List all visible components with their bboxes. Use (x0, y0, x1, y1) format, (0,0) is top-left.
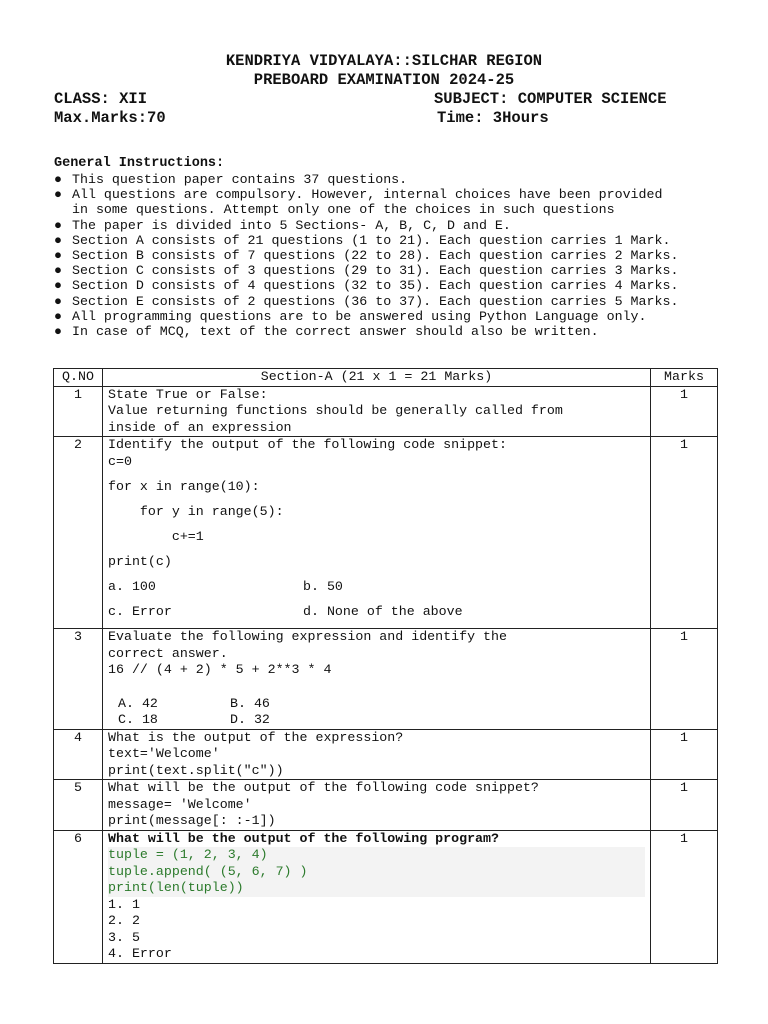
exam-title: PREBOARD EXAMINATION 2024-25 (253, 71, 515, 89)
instruction-item: ● Section B consists of 7 questions (22 to 28). Each question carries 2 Marks. (54, 248, 679, 264)
bullet-icon: ● (54, 248, 62, 264)
bullet-icon: ● (54, 293, 62, 309)
bullet-icon: ● (54, 217, 62, 233)
question-marks: 1 (651, 629, 718, 730)
class-label: CLASS: XII (54, 90, 148, 108)
code-block: tuple = (1, 2, 3, 4) tuple.append( (5, 6, 7) ) print(len(tuple)) (108, 847, 645, 897)
question-number: 4 (54, 729, 103, 780)
table-row (54, 830, 718, 963)
col-header-marks: Marks (651, 369, 718, 387)
max-marks-label: Max.Marks:70 (54, 109, 166, 127)
question-marks: 1 (651, 780, 718, 831)
bullet-icon: ● (54, 172, 62, 187)
table-row (54, 386, 718, 437)
question-number: 2 (54, 437, 103, 629)
instruction-item: ● Section D consists of 4 questions (32 to 35). Each question carries 4 Marks. (54, 278, 679, 294)
table-row (54, 729, 718, 780)
instruction-item: ● This question paper contains 37 questions. (54, 172, 408, 187)
question-text: What will be the output of the following code snippet? message= 'Welcome' print(message[: :-1]) (103, 780, 651, 831)
question-number: 3 (54, 629, 103, 730)
question-marks: 1 (651, 729, 718, 780)
table-row (54, 629, 718, 730)
question-marks: 1 (651, 386, 718, 437)
bullet-icon: ● (54, 263, 62, 279)
option: 4. Error (108, 946, 172, 961)
instructions-list (54, 172, 678, 339)
question-number: 1 (54, 386, 103, 437)
question-number: 6 (54, 830, 103, 963)
table-header-row (54, 369, 718, 387)
options-row (108, 696, 645, 713)
instruction-item: ● Section E consists of 2 questions (36 to 37). Each question carries 5 Marks. (54, 293, 679, 309)
col-header-section: Section-A (21 x 1 = 21 Marks) (103, 369, 651, 387)
options-row (108, 579, 645, 596)
option-d: d. None of the above (303, 603, 463, 619)
option-d: D. 32 (230, 712, 270, 727)
question-text: Evaluate the following expression and identify the correct answer. 16 // (4 + 2) * 5 + 2**3 * 4 A. 42 B. 46 C. 18 D. 32 (103, 629, 651, 730)
instruction-item: ● In case of MCQ, text of the correct answer should also be written. (54, 324, 599, 340)
bullet-icon: ● (54, 278, 62, 294)
instruction-item: ● Section C consists of 3 questions (29 to 31). Each question carries 3 Marks. (54, 263, 679, 279)
question-marks: 1 (651, 437, 718, 629)
option: 1. 1 (108, 896, 140, 912)
instruction-item: ● All programming questions are to be answered using Python Language only. (54, 308, 647, 324)
instruction-item: ● Section A consists of 21 questions (1 to 21). Each question carries 1 Mark. (54, 232, 671, 248)
option-a: a. 100 (108, 578, 156, 594)
option-b: B. 46 (230, 695, 270, 711)
questions-table (53, 368, 718, 964)
question-text: What is the output of the expression? text='Welcome' print(text.split("c")) (103, 729, 651, 780)
options-row (108, 712, 645, 729)
subject-label: SUBJECT: COMPUTER SCIENCE (434, 90, 667, 108)
bullet-icon: ● (54, 308, 62, 324)
question-text: State True or False: Value returning functions should be generally called from inside of an expression (103, 386, 651, 437)
instructions-title: General Instructions: (54, 156, 225, 171)
time-label: Time: 3Hours (437, 109, 549, 127)
bullet-icon: ● (54, 232, 62, 248)
question-text: What will be the output of the following program? tuple = (1, 2, 3, 4) tuple.append( (5, 6, 7) ) print(len(tuple)) 1. 1 2. 2 3. 5 4. Error (103, 830, 651, 963)
option-c: c. Error (108, 603, 172, 619)
option: 3. 5 (108, 929, 140, 945)
option-b: b. 50 (303, 578, 343, 594)
option: 2. 2 (108, 913, 140, 928)
bullet-icon: ● (54, 324, 62, 340)
option-c: C. 18 (118, 712, 158, 727)
table-row (54, 437, 718, 629)
col-header-qno: Q.NO (54, 369, 103, 387)
question-text: Identify the output of the following code snippet: c=0 for x in range(10): for y in range(5): c+=1 print(c) a. 100 b. 50 c. Error d. None of the above (103, 437, 651, 629)
options-row (108, 604, 645, 621)
option-a: A. 42 (118, 695, 158, 711)
instruction-item: ● The paper is divided into 5 Sections- A, B, C, D and E. (54, 217, 511, 233)
instruction-item: ● All questions are compulsory. However, internal choices have been provided in some questions. Attempt only one of the choices in such questions (54, 187, 663, 218)
table-row (54, 780, 718, 831)
bullet-icon: ● (54, 187, 62, 203)
question-marks: 1 (651, 830, 718, 963)
question-number: 5 (54, 780, 103, 831)
school-title: KENDRIYA VIDYALAYA::SILCHAR REGION (225, 52, 543, 70)
